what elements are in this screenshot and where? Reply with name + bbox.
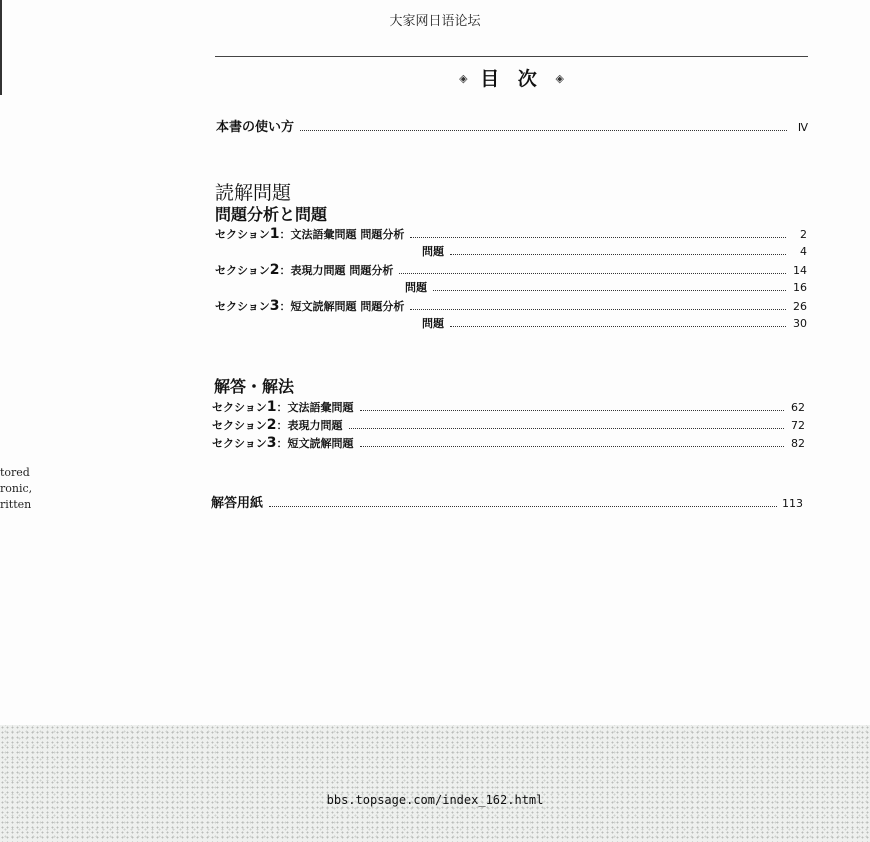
leader-dots [410, 301, 786, 310]
leader-dots [399, 265, 786, 274]
toc-row-label: 解答用紙 [211, 496, 264, 511]
toc-row-label [212, 435, 354, 452]
left-page-text-fragments [0, 465, 32, 513]
section-heading-reading: 読解問題 [215, 182, 292, 204]
text-fragment: ritten [0, 498, 32, 511]
leader-dots [360, 438, 784, 447]
toc-row-page: Ⅳ [797, 121, 808, 134]
scan-noise-band [0, 725, 870, 842]
diamond-right-icon: ◈ [555, 72, 564, 85]
leader-dots [300, 122, 787, 131]
toc-row-label [215, 298, 404, 315]
header-rule [215, 56, 808, 57]
section-number: 1 [266, 399, 277, 415]
toc-row-page: 14 [793, 264, 807, 277]
toc-row-page: 82 [791, 437, 805, 450]
toc-row-page: 2 [800, 228, 807, 241]
toc-row-label [212, 417, 343, 434]
toc-row-page: 62 [791, 401, 805, 414]
section-prefix: セクション [212, 419, 267, 432]
leader-dots [450, 318, 786, 327]
section-title: ：短文読解問題 問題分析 [279, 300, 405, 313]
section-heading-answers: 解答・解法 [214, 377, 295, 396]
section-title: ：文法語彙問題 [276, 401, 354, 414]
toc-row-intro[interactable] [216, 120, 808, 136]
section-title: ：文法語彙問題 問題分析 [279, 228, 405, 241]
toc-row-reading-1-sub[interactable] [422, 244, 807, 260]
section-number: 2 [269, 262, 280, 278]
toc-row-label [215, 226, 404, 243]
leader-dots [450, 246, 786, 255]
toc-row-page: 4 [800, 245, 807, 258]
toc-row-reading-2[interactable] [215, 262, 807, 278]
toc-row-label: 本書の使い方 [216, 120, 295, 135]
toc-row-page: 26 [793, 300, 807, 313]
toc-row-reading-3-sub[interactable] [422, 316, 807, 332]
section-prefix: セクション [215, 300, 270, 313]
toc-title-text: 目 次 [480, 68, 543, 90]
section-number: 3 [266, 435, 277, 451]
leader-dots [360, 402, 784, 411]
leader-dots [433, 282, 786, 291]
toc-row-answers-2[interactable] [212, 417, 805, 433]
toc-row-reading-3[interactable] [215, 298, 807, 314]
toc-row-answers-1[interactable] [212, 399, 805, 415]
toc-row-sub-label: 問題 [405, 281, 427, 294]
toc-row-reading-1[interactable] [215, 226, 807, 242]
section-title: ：表現力問題 問題分析 [279, 264, 394, 277]
section-prefix: セクション [212, 437, 267, 450]
toc-row-page: 113 [782, 497, 803, 510]
section-prefix: セクション [212, 401, 267, 414]
section-prefix: セクション [215, 264, 270, 277]
leader-dots [410, 229, 786, 238]
toc-row-sub-label: 問題 [422, 317, 444, 330]
text-fragment: ronic, [0, 482, 33, 495]
leader-dots [269, 498, 777, 507]
toc-row-page: 16 [793, 281, 807, 294]
footer-url: bbs.topsage.com/index_162.html [326, 793, 544, 807]
toc-row-reading-2-sub[interactable] [405, 280, 807, 296]
section-subheading-analysis: 問題分析と問題 [215, 205, 328, 224]
toc-row-answers-3[interactable] [212, 435, 805, 451]
site-header: 大家网日语论坛 [389, 14, 481, 29]
toc-row-answer-sheet[interactable] [211, 496, 803, 512]
toc-title [215, 64, 808, 91]
toc-row-page: 30 [793, 317, 807, 330]
toc-row-sub-label: 問題 [422, 245, 444, 258]
diamond-left-icon: ◈ [459, 72, 468, 85]
leader-dots [349, 420, 784, 429]
section-title: ：表現力問題 [276, 419, 343, 432]
toc-row-label [212, 399, 354, 416]
toc-row-page: 72 [791, 419, 805, 432]
toc-row-label [215, 262, 393, 279]
section-number: 1 [269, 226, 280, 242]
section-prefix: セクション [215, 228, 270, 241]
section-title: ：短文読解問題 [276, 437, 354, 450]
section-number: 3 [269, 298, 280, 314]
text-fragment: tored [0, 466, 30, 479]
section-number: 2 [266, 417, 277, 433]
